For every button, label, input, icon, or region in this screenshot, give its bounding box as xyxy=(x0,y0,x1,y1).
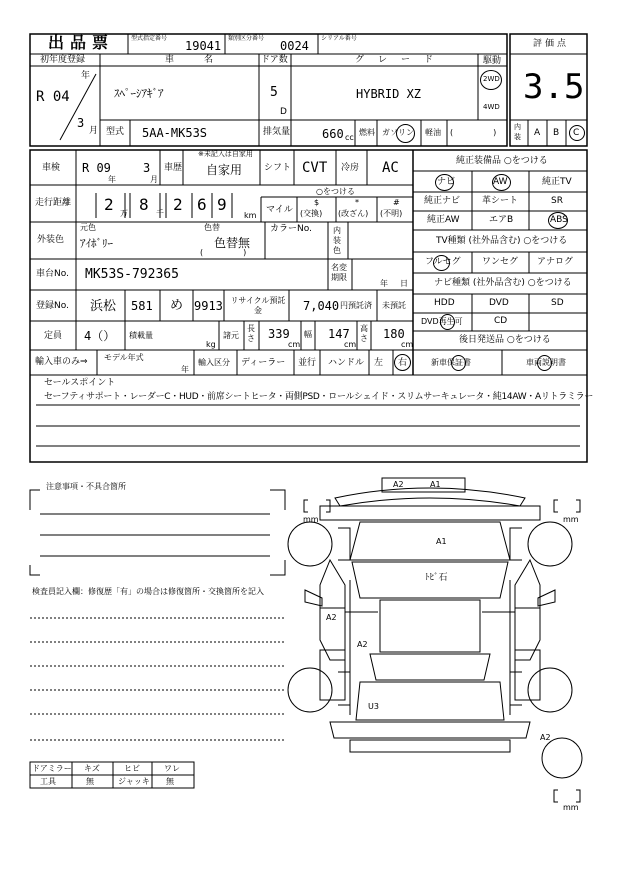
mileage-digit-5: 9 xyxy=(217,195,227,214)
legend-tools-value: 無 xyxy=(86,777,94,786)
equip-navi-circle xyxy=(435,174,454,191)
interior-label-b: 装 xyxy=(514,133,521,141)
mileage-mile: マイル xyxy=(266,205,293,215)
load-kg: kg xyxy=(206,340,216,349)
tv-fullseg-circle xyxy=(433,255,450,271)
navi-header: ナビ種類 (社外品含む) ○をつける xyxy=(434,278,572,288)
change-color: 色替無 xyxy=(214,236,251,250)
sales-label: セールスポイント xyxy=(44,378,116,388)
fuel-paren: ( ) xyxy=(450,128,497,137)
model-label: 型式 xyxy=(106,127,125,137)
equip-airbag: エアB xyxy=(489,215,514,225)
first-reg-label: 初年度登録 xyxy=(40,55,86,65)
reg-kana: め xyxy=(170,298,184,313)
navi-hdd: HDD xyxy=(434,298,455,308)
recycle-amount: 7,040 xyxy=(303,299,340,313)
import-dealer: ディーラー xyxy=(241,358,286,368)
type-no: 19041 xyxy=(185,39,222,53)
cool: AC xyxy=(382,160,399,176)
mm-front-left: mm xyxy=(303,515,319,524)
dims-label: 諸元 xyxy=(223,331,239,340)
interior-grade-a: A xyxy=(534,128,541,138)
drive-2wd-circle xyxy=(480,70,502,90)
inspection-month-unit: 月 xyxy=(150,175,158,184)
first-reg-era: R 04 xyxy=(36,89,70,105)
mm-front-right: mm xyxy=(563,515,579,524)
handle-right-circle xyxy=(394,354,411,371)
mm-spare: mm xyxy=(563,803,579,812)
recycle-done: 円預託済 xyxy=(340,301,372,310)
history-note: ※未記入は自家用 xyxy=(198,150,253,158)
tv-analog: アナログ xyxy=(537,257,574,267)
mileage-km: km xyxy=(244,211,257,220)
class-no: 0024 xyxy=(280,39,309,53)
first-reg-month: 3 xyxy=(77,116,85,130)
opt-exchange-sym: $ xyxy=(314,198,320,207)
mileage-digit-1: 2 xyxy=(104,195,114,214)
navi-sd: SD xyxy=(551,298,564,308)
equipment-header: 純正装備品 ○をつける xyxy=(456,156,548,166)
fuel-gas: ガソリン xyxy=(382,128,414,137)
fuel-label: 燃料 xyxy=(359,128,375,137)
legend-crack: ヒビ xyxy=(124,764,140,773)
chassis-label: 車台No. xyxy=(36,269,69,279)
mark-bumper-a1: A1 xyxy=(430,480,441,489)
legend-jack-value: 無 xyxy=(166,777,174,786)
later-manual: 車両説明書 xyxy=(526,358,566,367)
door-suffix: D xyxy=(280,107,287,117)
doors-label: ドア数 xyxy=(261,55,288,65)
mileage-digit-4: 6 xyxy=(197,195,207,214)
inspection-month: 3 xyxy=(143,161,151,175)
drive-4wd: 4WD xyxy=(483,103,500,111)
interior-grade-circle xyxy=(569,125,585,141)
displacement: 660 xyxy=(322,127,344,141)
import-class-label: 輸入区分 xyxy=(198,358,230,367)
equip-leather: 革シート xyxy=(482,196,519,206)
shift-label: シフト xyxy=(264,163,292,173)
inspection-year: R 09 xyxy=(82,161,111,175)
model-year-label: モデル年式 xyxy=(104,353,144,362)
score-value: 3.5 xyxy=(523,67,585,107)
later-warranty-circle xyxy=(451,355,466,371)
grade: HYBRID XZ xyxy=(356,87,422,101)
tv-fullseg: フルセグ xyxy=(425,257,461,267)
reg-class-num: 581 xyxy=(131,299,153,313)
mileage-unit-man: 万 xyxy=(120,209,128,218)
name-change-day-unit: 日 xyxy=(400,279,408,288)
interior-grade-b: B xyxy=(553,128,560,138)
capacity-value: 4（） xyxy=(84,329,116,343)
mark-bumper-a2: A2 xyxy=(393,480,404,489)
legend-tools: 工具 xyxy=(40,777,56,786)
fuel-gas-circle xyxy=(396,124,415,143)
sales-text: セーフティサポート・レーダーC・HUD・前席シートヒータ・両側PSD・ロールシェイド・スリムサーキュレータ・純14AW・Aリトラミラー xyxy=(44,392,594,402)
import-label: 輸入車のみ⇒ xyxy=(35,357,88,367)
equip-tv: 純正TV xyxy=(542,177,572,187)
cc-unit: cc xyxy=(345,133,354,142)
equip-aw-circle xyxy=(492,174,511,191)
orig-color: ｱｲﾎﾞﾘｰ xyxy=(80,237,113,250)
opt-altered-sym: * xyxy=(355,198,359,207)
cool-label: 冷房 xyxy=(341,163,360,173)
grade-label: グレード xyxy=(355,55,448,65)
car-name-label: 車名 xyxy=(165,55,244,65)
load-label: 積載量 xyxy=(129,331,153,340)
handle-label: ハンドル xyxy=(328,358,365,368)
doors: 5 xyxy=(270,85,278,100)
inspector-label: 検査員記入欄：修復歴「有」の場合は修復箇所・交換箇所を記入 xyxy=(32,587,264,596)
legend-scratch: キズ xyxy=(84,764,100,773)
mark-left-door-a2: A2 xyxy=(326,613,337,622)
len-cm: cm xyxy=(288,340,301,349)
len-value: 339 xyxy=(268,327,290,341)
car-name: ｽﾍﾟｰｼｱｷﾞｱ xyxy=(114,87,164,100)
import-parallel: 並行 xyxy=(298,358,317,368)
mileage-circle-note: ○をつける xyxy=(316,187,355,196)
class-no-label: 類別区分番号 xyxy=(228,35,265,42)
wid-value: 147 xyxy=(328,327,350,341)
tv-header: TV種類 (社外品含む) ○をつける xyxy=(436,236,568,246)
wid-cm: cm xyxy=(344,340,357,349)
reg-label: 登録No. xyxy=(36,301,69,311)
first-reg-month-unit: 月 xyxy=(89,126,99,136)
opt-unknown: (不明) xyxy=(380,209,403,218)
equip-abs-circle xyxy=(548,212,568,229)
name-change-year-unit: 年 xyxy=(380,279,388,288)
type-no-label: 型式指定番号 xyxy=(131,35,168,42)
mark-hood-a1: A1 xyxy=(436,537,447,546)
interior-label-a: 内 xyxy=(514,123,521,131)
color-no-label: カラーNo. xyxy=(270,224,312,234)
drive-2wd: 2WD xyxy=(483,75,500,83)
later-manual-circle xyxy=(537,355,552,371)
equip-aw: AW xyxy=(493,177,508,187)
mileage-digit-3: 2 xyxy=(173,195,183,214)
len-label: 長さ xyxy=(247,324,255,343)
displacement-label: 排気量 xyxy=(263,127,291,137)
change-color-paren: ( ) xyxy=(200,248,247,257)
later-warranty: 新車保証書 xyxy=(431,358,471,367)
inner-color-label: 内装色 xyxy=(333,226,341,255)
car-diagram xyxy=(288,478,582,802)
opt-altered: (改ざん) xyxy=(338,209,369,218)
hgt-cm: cm xyxy=(401,340,414,349)
model: 5AA-MK53S xyxy=(142,126,208,140)
reg-city: 浜松 xyxy=(90,299,117,314)
navi-dvd: DVD xyxy=(489,298,509,308)
equip-navi: ナビ xyxy=(437,177,456,187)
equip-sr: SR xyxy=(551,196,563,206)
name-change-label: 名変期限 xyxy=(331,263,347,282)
mark-rear-left-a2: A2 xyxy=(357,640,368,649)
inspection-year-unit: 年 xyxy=(108,175,116,184)
change-color-label: 色替 xyxy=(204,223,220,232)
navi-dvd-play-circle xyxy=(440,314,455,330)
model-year-unit: 年 xyxy=(181,365,189,374)
history-label: 車歴 xyxy=(164,163,183,173)
hgt-value: 180 xyxy=(383,327,405,341)
later-header: 後日発送品 ○をつける xyxy=(459,335,551,345)
legend-break: ワレ xyxy=(164,764,180,773)
fuel-diesel: 軽油 xyxy=(425,128,441,137)
mileage-unit-sen: 千 xyxy=(156,209,164,218)
color-label: 外装色 xyxy=(37,235,65,245)
opt-unknown-sym: # xyxy=(393,198,400,207)
drive-label: 駆動 xyxy=(483,56,502,66)
recycle-label: リサイクル預託金 xyxy=(230,296,286,315)
legend-mirror: ドアミラー xyxy=(32,764,72,773)
capacity-label: 定員 xyxy=(44,331,63,341)
history: 自家用 xyxy=(206,163,243,177)
score-label: 評価点 xyxy=(533,39,570,49)
opt-exchange: (交換) xyxy=(300,209,323,218)
orig-color-label: 元色 xyxy=(80,223,96,232)
notes-label: 注意事項・不具合箇所 xyxy=(46,482,126,491)
mark-windshield-chip: ﾄﾋﾞ石 xyxy=(425,573,448,583)
inspection-label: 車検 xyxy=(42,163,61,173)
handle-left: 左 xyxy=(374,358,384,368)
equip-genuine-navi: 純正ナビ xyxy=(424,196,461,206)
interior-grade-c: C xyxy=(573,128,580,138)
reg-number: 9913 xyxy=(194,299,223,313)
navi-cd: CD xyxy=(494,316,508,326)
chassis-no: MK53S-792365 xyxy=(85,267,179,282)
handle-right: 右 xyxy=(398,358,408,368)
recycle-none: 未預託 xyxy=(382,301,406,310)
tv-oneseg: ワンセグ xyxy=(482,257,519,267)
mark-rear-u3: U3 xyxy=(368,702,379,711)
mileage-digit-2: 8 xyxy=(139,195,149,214)
serial-label: シリアル番号 xyxy=(321,35,357,42)
shift: CVT xyxy=(302,160,328,176)
hgt-label: 高さ xyxy=(360,324,368,343)
form-title: 出品票 xyxy=(48,33,115,52)
mileage-label: 走行距離 xyxy=(35,198,72,208)
mark-rear-right-a2: A2 xyxy=(540,733,551,742)
wid-label: 幅 xyxy=(304,330,312,339)
legend-jack: ジャッキ xyxy=(118,777,150,786)
first-reg-year-unit: 年 xyxy=(81,71,91,81)
equip-abs: ABS xyxy=(550,215,568,225)
equip-genuine-aw: 純正AW xyxy=(427,215,460,225)
navi-dvd-play: DVD再生可 xyxy=(421,317,463,326)
